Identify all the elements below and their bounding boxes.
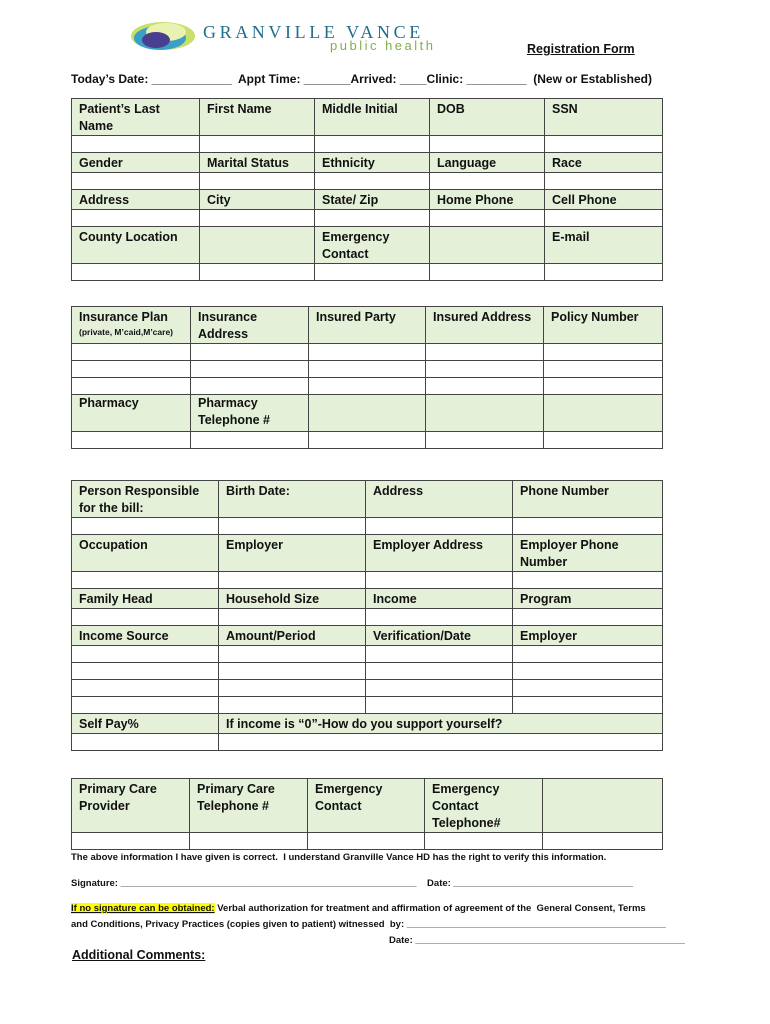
responsible-phone-label: Phone Number: [513, 481, 663, 518]
insurance-table: [71, 306, 663, 449]
pc-emergency-phone-field[interactable]: [425, 833, 543, 850]
pc-blank-header: [543, 779, 663, 833]
amount-period-label: Amount/Period: [219, 626, 366, 646]
city-field[interactable]: [200, 210, 315, 227]
witness-line[interactable]: and Conditions, Privacy Practices (copies given to patient) witnessed by: _________________________________________________: [71, 919, 666, 930]
first-name-label: First Name: [200, 99, 315, 136]
primary-care-phone-field[interactable]: [190, 833, 308, 850]
signature-line[interactable]: Signature: ________________________________________________________ Date: __________________________________: [71, 878, 634, 889]
insured-party-label: Insured Party: [309, 307, 426, 344]
employer-label: Employer: [219, 535, 366, 572]
county-location-field[interactable]: [200, 227, 315, 264]
insurance-plan-label: Insurance Plan: [79, 310, 168, 324]
responsible-person-label: Person Responsible for the bill:: [72, 481, 219, 518]
employer-address-label: Employer Address: [366, 535, 513, 572]
primary-care-provider-label: Primary Care Provider: [72, 779, 190, 833]
program-label: Program: [513, 589, 663, 609]
income-employer-field-1[interactable]: [513, 646, 663, 663]
primary-care-provider-field[interactable]: [72, 833, 190, 850]
insurance-address-field[interactable]: [191, 344, 309, 361]
dob-field[interactable]: [430, 136, 545, 153]
amount-period-field-2[interactable]: [219, 663, 366, 680]
pc-blank-field[interactable]: [543, 833, 663, 850]
dob-label: DOB: [430, 99, 545, 136]
state-zip-label: State/ Zip: [315, 190, 430, 210]
marital-status-label: Marital Status: [200, 153, 315, 173]
pharmacy-blank-3[interactable]: [309, 395, 426, 432]
pharmacy-field-3[interactable]: [309, 432, 426, 449]
income-label: Income: [366, 589, 513, 609]
program-field[interactable]: [513, 609, 663, 626]
middle-initial-label: Middle Initial: [315, 99, 430, 136]
verification-date-field-4[interactable]: [366, 697, 513, 714]
additional-comments-heading: Additional Comments:: [72, 948, 206, 962]
emergency-contact-label: Emergency Contact: [315, 227, 430, 264]
insurance-address-field-2[interactable]: [191, 361, 309, 378]
employer-phone-label: Employer Phone Number: [513, 535, 663, 572]
pharmacy-field-4[interactable]: [426, 432, 544, 449]
no-signature-line: [71, 903, 646, 914]
insurance-plan-cell: [72, 307, 191, 344]
employer-address-field[interactable]: [366, 572, 513, 589]
pharmacy-blank-5[interactable]: [544, 395, 663, 432]
ssn-label: SSN: [545, 99, 663, 136]
last-name-field[interactable]: [72, 136, 200, 153]
policy-number-field-2[interactable]: [544, 361, 663, 378]
primary-care-phone-label: Primary Care Telephone #: [190, 779, 308, 833]
responsible-phone-field[interactable]: [513, 518, 663, 535]
pc-emergency-contact-field[interactable]: [308, 833, 425, 850]
ssn-field[interactable]: [545, 136, 663, 153]
cell-phone-label: Cell Phone: [545, 190, 663, 210]
insurance-plan-field-2[interactable]: [72, 361, 191, 378]
income-employer-field-2[interactable]: [513, 663, 663, 680]
pharmacy-field[interactable]: [72, 432, 191, 449]
zero-income-question: If income is “0”-How do you support yourself?: [219, 714, 663, 734]
income-source-field-2[interactable]: [72, 663, 219, 680]
insured-address-field-3[interactable]: [426, 378, 544, 395]
income-source-label: Income Source: [72, 626, 219, 646]
witness-date-line[interactable]: Date: ___________________________________________________: [389, 935, 685, 946]
race-field[interactable]: [545, 173, 663, 190]
income-employer-field-4[interactable]: [513, 697, 663, 714]
emergency-contact-blank[interactable]: [315, 264, 430, 281]
responsible-party-table: [71, 480, 663, 751]
self-pay-label: Self Pay%: [72, 714, 219, 734]
no-signature-highlight: If no signature can be obtained:: [71, 903, 215, 914]
emergency-contact-field[interactable]: [430, 227, 545, 264]
city-label: City: [200, 190, 315, 210]
middle-initial-field[interactable]: [315, 136, 430, 153]
amount-period-field-1[interactable]: [219, 646, 366, 663]
occupation-label: Occupation: [72, 535, 219, 572]
income-employer-field-3[interactable]: [513, 680, 663, 697]
self-pay-field[interactable]: [72, 734, 219, 751]
policy-number-field-3[interactable]: [544, 378, 663, 395]
responsible-address-field[interactable]: [366, 518, 513, 535]
income-source-field-1[interactable]: [72, 646, 219, 663]
last-name-label: Patient’s Last Name: [72, 99, 200, 136]
language-label: Language: [430, 153, 545, 173]
zero-income-field[interactable]: [219, 734, 663, 751]
responsible-person-field[interactable]: [72, 518, 219, 535]
insured-party-field-3[interactable]: [309, 378, 426, 395]
first-name-field[interactable]: [200, 136, 315, 153]
insured-party-field[interactable]: [309, 344, 426, 361]
county-location-label: County Location: [72, 227, 200, 264]
address-field[interactable]: [72, 210, 200, 227]
amount-period-field-3[interactable]: [219, 680, 366, 697]
insured-address-field[interactable]: [426, 344, 544, 361]
pharmacy-blank-4[interactable]: [426, 395, 544, 432]
income-source-field-4[interactable]: [72, 697, 219, 714]
logo-subtitle: public health: [330, 38, 436, 53]
family-head-label: Family Head: [72, 589, 219, 609]
income-source-field-3[interactable]: [72, 680, 219, 697]
logo-title: GRANVILLE VANCE: [203, 22, 424, 42]
home-phone-field[interactable]: [430, 210, 545, 227]
verification-date-field-2[interactable]: [366, 663, 513, 680]
gender-field[interactable]: [72, 173, 200, 190]
insured-address-field-2[interactable]: [426, 361, 544, 378]
policy-number-field[interactable]: [544, 344, 663, 361]
email-label: E-mail: [545, 227, 663, 264]
household-size-label: Household Size: [219, 589, 366, 609]
verification-date-field-3[interactable]: [366, 680, 513, 697]
pharmacy-phone-label: Pharmacy Telephone #: [191, 395, 309, 432]
birth-date-label: Birth Date:: [219, 481, 366, 518]
insurance-address-label: Insurance Address: [191, 307, 309, 344]
race-label: Race: [545, 153, 663, 173]
email-field[interactable]: [545, 264, 663, 281]
pharmacy-phone-field[interactable]: [191, 432, 309, 449]
certification-statement: The above information I have given is correct. I understand Granville Vance HD has the right to verify this information.: [71, 852, 607, 863]
insurance-plan-field[interactable]: [72, 344, 191, 361]
income-field[interactable]: [366, 609, 513, 626]
cell-phone-field[interactable]: [545, 210, 663, 227]
insured-party-field-2[interactable]: [309, 361, 426, 378]
patient-info-table: [71, 98, 663, 281]
pharmacy-field-5[interactable]: [544, 432, 663, 449]
marital-status-field[interactable]: [200, 173, 315, 190]
no-signature-text: Verbal authorization for treatment and affirmation of agreement of the General Consent, Terms: [214, 903, 646, 914]
insurance-plan-note: (private, M’caid,M’care): [79, 327, 174, 337]
county-blank-2[interactable]: [200, 264, 315, 281]
pc-emergency-phone-label: Emergency Contact Telephone#: [425, 779, 543, 833]
pharmacy-label: Pharmacy: [72, 395, 191, 432]
address-label: Address: [72, 190, 200, 210]
gender-label: Gender: [72, 153, 200, 173]
form-title: Registration Form: [527, 42, 635, 56]
employer-field[interactable]: [219, 572, 366, 589]
policy-number-label: Policy Number: [544, 307, 663, 344]
amount-period-field-4[interactable]: [219, 697, 366, 714]
ethnicity-field[interactable]: [315, 173, 430, 190]
income-employer-label: Employer: [513, 626, 663, 646]
logo-swoosh-icon: [130, 18, 196, 54]
household-size-field[interactable]: [219, 609, 366, 626]
pc-emergency-contact-label: Emergency Contact: [308, 779, 425, 833]
birth-date-field[interactable]: [219, 518, 366, 535]
insurance-address-field-3[interactable]: [191, 378, 309, 395]
emergency-contact-blank-2[interactable]: [430, 264, 545, 281]
appointment-line[interactable]: Today’s Date: ____________ Appt Time: _______Arrived: ____Clinic: _________ (New or Established): [71, 72, 652, 86]
county-blank[interactable]: [72, 264, 200, 281]
home-phone-label: Home Phone: [430, 190, 545, 210]
verification-date-field-1[interactable]: [366, 646, 513, 663]
family-head-field[interactable]: [72, 609, 219, 626]
primary-care-table: [71, 778, 663, 850]
language-field[interactable]: [430, 173, 545, 190]
ethnicity-label: Ethnicity: [315, 153, 430, 173]
state-zip-field[interactable]: [315, 210, 430, 227]
occupation-field[interactable]: [72, 572, 219, 589]
insured-address-label: Insured Address: [426, 307, 544, 344]
insurance-plan-field-3[interactable]: [72, 378, 191, 395]
verification-date-label: Verification/Date: [366, 626, 513, 646]
responsible-address-label: Address: [366, 481, 513, 518]
employer-phone-field[interactable]: [513, 572, 663, 589]
